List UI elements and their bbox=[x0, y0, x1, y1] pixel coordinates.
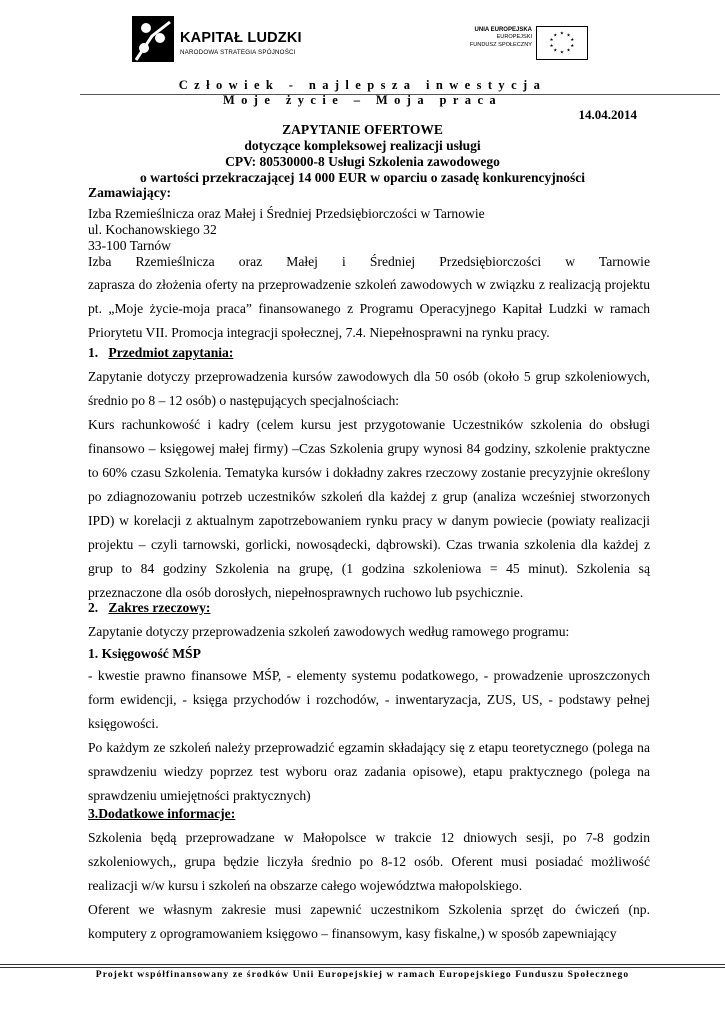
svg-text:★: ★ bbox=[549, 38, 554, 44]
kapital-ludzki-emblem-icon bbox=[132, 16, 174, 62]
footer-divider bbox=[0, 964, 725, 965]
svg-text:★: ★ bbox=[553, 33, 558, 39]
section2-number: 2. bbox=[88, 600, 99, 615]
footer-text: Projekt współfinansowany ze środków Unii Europejskiej w ramach Europejskiego Funduszu Społecznego bbox=[95, 969, 630, 980]
intro-first-line: Izba Rzemieślnicza oraz Małej i Średniej Przedsiębiorczości w Tarnowie bbox=[88, 254, 650, 269]
section1-title: Przedmiot zapytania: bbox=[108, 345, 234, 360]
orderer-city: 33-100 Tarnów bbox=[88, 238, 171, 253]
section1-number: 1. bbox=[88, 345, 99, 360]
svg-text:★: ★ bbox=[559, 31, 565, 37]
section3-heading: 3.Dodatkowe informacje: bbox=[88, 806, 236, 821]
svg-text:★: ★ bbox=[559, 50, 565, 56]
section3-paragraph2: Oferent we własnym zakresie musi zapewnić uczestnikom Szkolenia sprzęt do ćwiczeń (np. komputery z oprogramowaniem księgowo – finansowym, kasy fiskalne,) w sposób zapewniający bbox=[88, 902, 650, 941]
orderer-label: Zamawiający: bbox=[88, 185, 172, 200]
section2-subheading: 1. Księgowość MŚP bbox=[88, 646, 201, 661]
footer-divider-2 bbox=[0, 967, 725, 968]
section2-heading bbox=[88, 600, 210, 616]
title-line2: dotyczące kompleksowej realizacji usługi bbox=[244, 138, 481, 153]
ue-line1: UNIA EUROPEJSKA bbox=[474, 27, 532, 33]
svg-text:★: ★ bbox=[553, 48, 558, 54]
title-line4: o wartości przekraczającej 14 000 EUR w oparciu o zasadę konkurencyjności bbox=[140, 170, 585, 185]
orderer-street: ul. Kochanowskiego 32 bbox=[88, 222, 217, 237]
ue-line3: FUNDUSZ SPOŁECZNY bbox=[469, 41, 532, 48]
motto-line1: Człowiek - najlepsza inwestycja bbox=[178, 78, 547, 92]
svg-text:★: ★ bbox=[549, 43, 554, 49]
ue-text-block bbox=[470, 27, 532, 49]
title-line3: CPV: 80530000-8 Usługi Szkolenia zawodowego bbox=[225, 154, 500, 169]
kapital-ludzki-logo bbox=[132, 16, 312, 66]
svg-text:★: ★ bbox=[570, 38, 575, 44]
motto-line2: Moje życie – Moja praca bbox=[222, 93, 503, 107]
kl-title: KAPITAŁ LUDZKI bbox=[180, 30, 302, 46]
section3-paragraph1: Szkolenia będą przeprowadzane w Małopolsce w trakcie 12 dniowych sesji, po 7-8 godzin szkoleniowych,, grupa będzie liczyła średnio po 8-12 osób. Oferent musi posiadać możliwość realizacji w/w kursu i szkoleń na obszarze całego województwa małopolskiego. bbox=[88, 830, 650, 893]
section1-heading bbox=[88, 345, 233, 361]
title-line1: ZAPYTANIE OFERTOWE bbox=[282, 122, 443, 137]
kl-subtitle: NARODOWA STRATEGIA SPÓJNOŚCI bbox=[180, 49, 296, 56]
section2-paragraph1: Zapytanie dotyczy przeprowadzenia szkoleń zawodowych według ramowego programu: bbox=[88, 624, 570, 639]
section1-paragraph1: Zapytanie dotyczy przeprowadzenia kursów zawodowych dla 50 osób (około 5 grup szkoleniowych, średnio po 8 – 12 osób) o następujących specjalnościach: bbox=[88, 369, 650, 408]
svg-text:★: ★ bbox=[570, 43, 575, 49]
intro-paragraph: zaprasza do złożenia oferty na przeprowadzenie szkoleń zawodowych w związku z realizacją projektu pt. „Moje życie-moja praca” finansowanego z Programu Operacyjnego Kapitał Ludzki w ramach Priorytetu VII. Promocja integracji społecznej, 7.4. Niepełnosprawni na rynku pracy. bbox=[88, 277, 650, 340]
section2-paragraph2: - kwestie prawno finansowe MŚP, - elementy systemu podatkowego, - prowadzenie uproszczonych form ewidencji, - księga przychodów i rozchodów, - inwentaryzacja, ZUS, US, - podstawy pełnej księgowości. bbox=[88, 668, 650, 731]
ue-line2: EUROPEJSKI bbox=[496, 34, 532, 41]
section2-title: Zakres rzeczowy: bbox=[108, 600, 211, 615]
svg-text:★: ★ bbox=[566, 48, 571, 54]
orderer-name: Izba Rzemieślnicza oraz Małej i Średniej Przedsiębiorczości w Tarnowie bbox=[88, 206, 485, 221]
section1-paragraph2: Kurs rachunkowość i kadry (celem kursu jest przygotowanie Uczestników szkolenia do obsługi finansowo – księgowej małej firmy) –Czas Szkolenia grupy wynosi 84 godziny, szkolenie praktyczne to 60% czasu Szkolenia. Tematyka kursów i dokładny zakres rzeczowy zostanie precyzyjnie określony po zdiagnozowaniu potrzeb uczestników szkoleń dla każdej z grup (analiza wcześniej stworzonych IPD) w korelacji z aktualnym zapotrzebowaniem rynku pracy w danym powiecie (powiaty realizacji projektu – czyli tarnowski, gorlicki, nowosądecki, dąbrowski). Czas trwania szkolenia dla każdej z grup to 84 godziny Szkolenia na grupę, (1 godzina szkoleniowa = 45 minut). Szkolenia są przeznaczone dla osób dorosłych, niepełnosprawnych ruchowo lub psychicznie. bbox=[88, 417, 650, 600]
svg-text:★: ★ bbox=[566, 33, 571, 39]
ue-logo bbox=[462, 26, 590, 60]
document-date: 14.04.2014 bbox=[578, 107, 637, 122]
section2-paragraph3: Po każdym ze szkoleń należy przeprowadzić egzamin składający się z etapu teoretycznego (polega na sprawdzeniu wiedzy poprzez test wyboru oraz zadania opisowe), etapu praktycznego (polega na sprawdzeniu umiejętności praktycznych) bbox=[88, 740, 650, 803]
eu-flag-icon bbox=[536, 26, 588, 60]
